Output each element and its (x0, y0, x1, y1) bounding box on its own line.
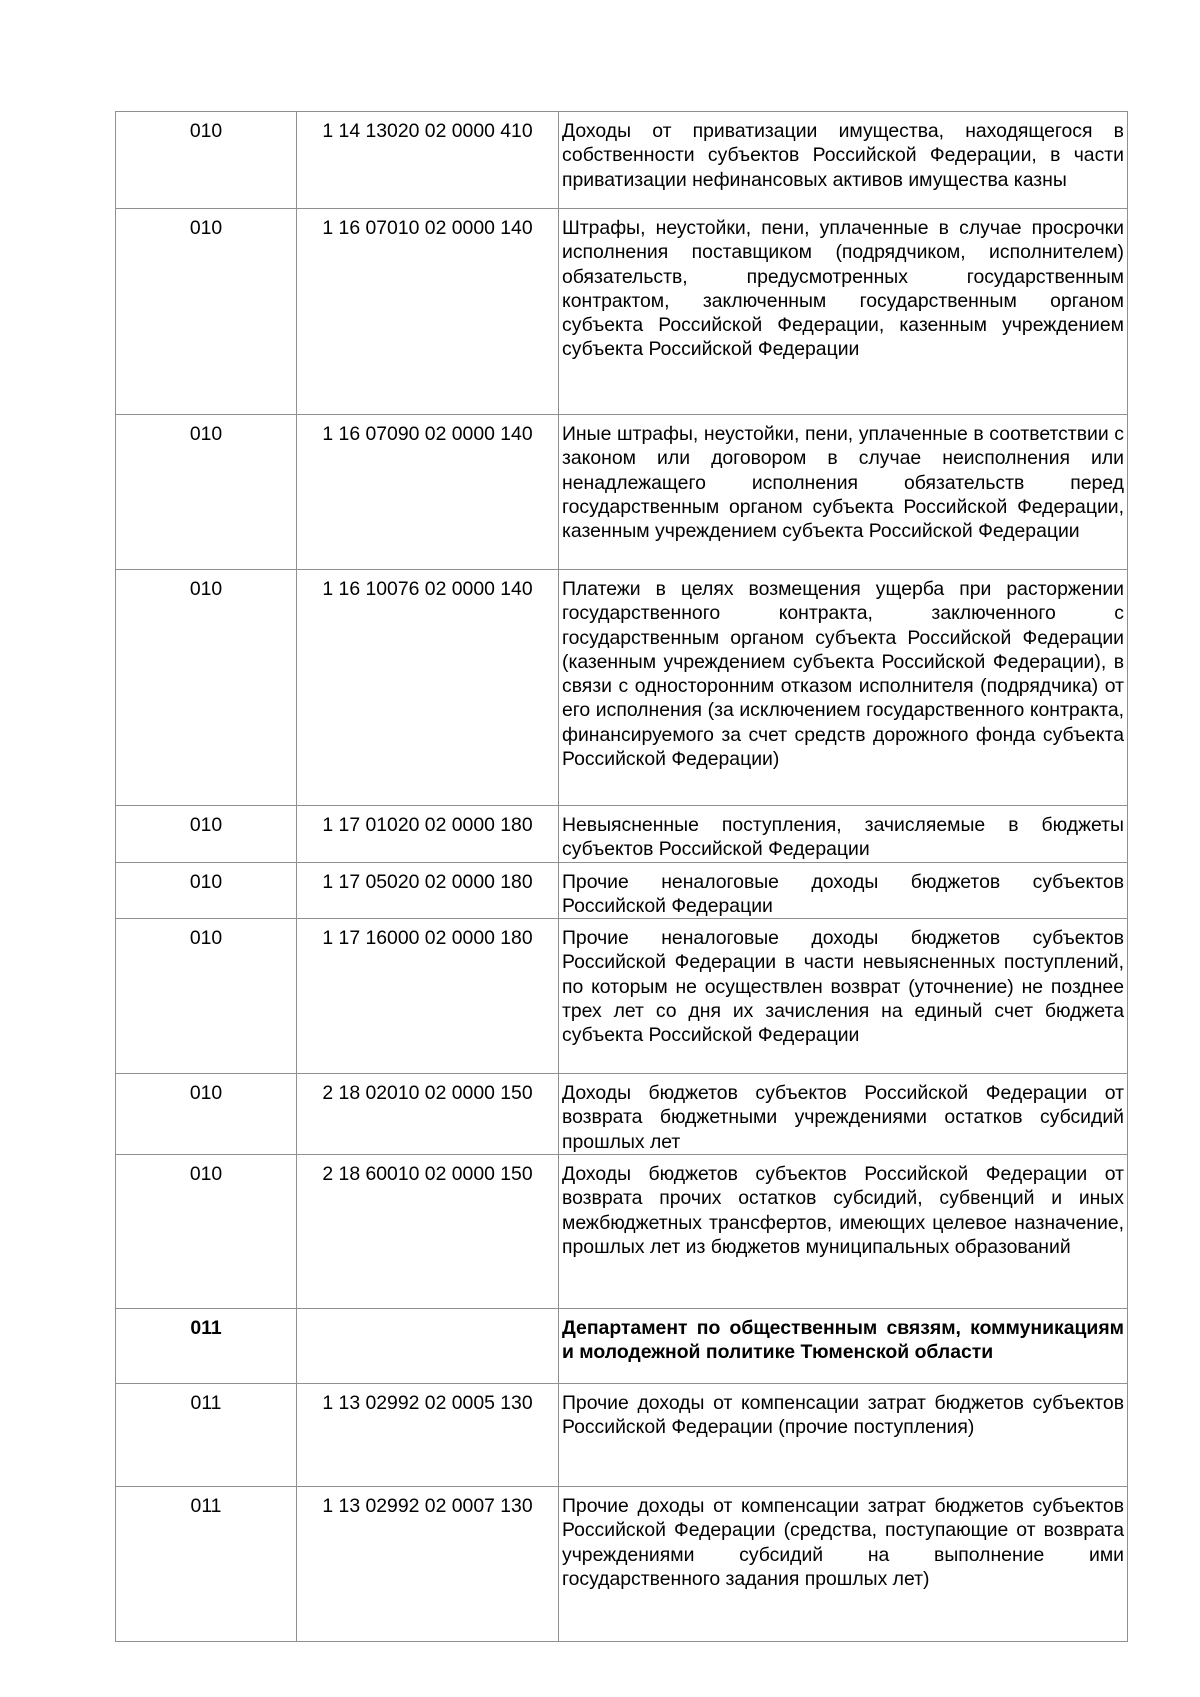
budget-code-cell: 1 16 07010 02 0000 140 (297, 209, 559, 415)
admin-code-cell: 010 (116, 112, 297, 209)
revenue-name-cell: Прочие неналоговые доходы бюджетов субъектов Российской Федерации в части невыясненных поступлений, по которым не осуществлен возврат (уточнение) не позднее трех лет со дня их зачисления на единый счет бюджета субъекта Российской Федерации (559, 919, 1128, 1074)
budget-code-cell: 1 14 13020 02 0000 410 (297, 112, 559, 209)
table-row (116, 1074, 1128, 1155)
revenue-name-cell: Иные штрафы, неустойки, пени, уплаченные в соответствии с законом или договором в случае неисполнения или ненадлежащего исполнения обязательств перед государственным органом субъекта Российской Федерации, казенным учреждением субъекта Российской Федерации (559, 415, 1128, 570)
revenue-name-cell: Прочие доходы от компенсации затрат бюджетов субъектов Российской Федерации (прочие поступления) (559, 1384, 1128, 1487)
admin-code-cell: 011 (116, 1487, 297, 1642)
revenue-codes-table (115, 111, 1128, 1642)
table-row (116, 1487, 1128, 1642)
table-body (116, 112, 1128, 1642)
admin-code-cell: 010 (116, 1155, 297, 1309)
admin-code-cell: 010 (116, 209, 297, 415)
table-row (116, 415, 1128, 570)
admin-code-cell: 010 (116, 862, 297, 919)
budget-code-cell: 1 13 02992 02 0007 130 (297, 1487, 559, 1642)
admin-code-cell: 011 (116, 1309, 297, 1384)
budget-code-cell: 2 18 02010 02 0000 150 (297, 1074, 559, 1155)
revenue-name-cell: Прочие неналоговые доходы бюджетов субъектов Российской Федерации (559, 862, 1128, 919)
table-row (116, 209, 1128, 415)
admin-code-cell: 010 (116, 919, 297, 1074)
budget-code-cell: 1 16 10076 02 0000 140 (297, 570, 559, 806)
table-row (116, 1384, 1128, 1487)
revenue-name-cell: Невыясненные поступления, зачисляемые в бюджеты субъектов Российской Федерации (559, 806, 1128, 863)
document-page (115, 111, 1127, 1642)
admin-code-cell: 010 (116, 570, 297, 806)
budget-code-cell: 1 13 02992 02 0005 130 (297, 1384, 559, 1487)
revenue-name-cell: Доходы бюджетов субъектов Российской Федерации от возврата прочих остатков субсидий, субвенций и иных межбюджетных трансфертов, имеющих целевое назначение, прошлых лет из бюджетов муниципальных образований (559, 1155, 1128, 1309)
revenue-name-cell: Доходы от приватизации имущества, находящегося в собственности субъектов Российской Федерации, в части приватизации нефинансовых активов имущества казны (559, 112, 1128, 209)
table-row (116, 570, 1128, 806)
revenue-name-cell: Штрафы, неустойки, пени, уплаченные в случае просрочки исполнения поставщиком (подрядчиком, исполнителем) обязательств, предусмотренных государственным контрактом, заключенным государственным органом субъекта Российской Федерации, казенным учреждением субъекта Российской Федерации (559, 209, 1128, 415)
table-row (116, 1155, 1128, 1309)
revenue-name-cell: Платежи в целях возмещения ущерба при расторжении государственного контракта, заключенного с государственным органом субъекта Российской Федерации (казенным учреждением субъекта Российской Федерации), в связи с односторонним отказом исполнителя (подрядчика) от его исполнения (за исключением государственного контракта, финансируемого за счет средств дорожного фонда субъекта Российской Федерации) (559, 570, 1128, 806)
admin-code-cell: 010 (116, 806, 297, 863)
budget-code-cell: 1 17 05020 02 0000 180 (297, 862, 559, 919)
budget-code-cell: 2 18 60010 02 0000 150 (297, 1155, 559, 1309)
department-header-row (116, 1309, 1128, 1384)
budget-code-cell: 1 17 16000 02 0000 180 (297, 919, 559, 1074)
department-name-cell: Департамент по общественным связям, коммуникациям и молодежной политике Тюменской области (559, 1309, 1128, 1384)
budget-code-cell (297, 1309, 559, 1384)
table-row (116, 862, 1128, 919)
revenue-name-cell: Доходы бюджетов субъектов Российской Федерации от возврата бюджетными учреждениями остатков субсидий прошлых лет (559, 1074, 1128, 1155)
table-row (116, 112, 1128, 209)
table-row (116, 806, 1128, 863)
revenue-name-cell: Прочие доходы от компенсации затрат бюджетов субъектов Российской Федерации (средства, поступающие от возврата учреждениями субсидий на выполнение ими государственного задания прошлых лет) (559, 1487, 1128, 1642)
table-row (116, 919, 1128, 1074)
budget-code-cell: 1 16 07090 02 0000 140 (297, 415, 559, 570)
budget-code-cell: 1 17 01020 02 0000 180 (297, 806, 559, 863)
admin-code-cell: 010 (116, 415, 297, 570)
admin-code-cell: 011 (116, 1384, 297, 1487)
admin-code-cell: 010 (116, 1074, 297, 1155)
